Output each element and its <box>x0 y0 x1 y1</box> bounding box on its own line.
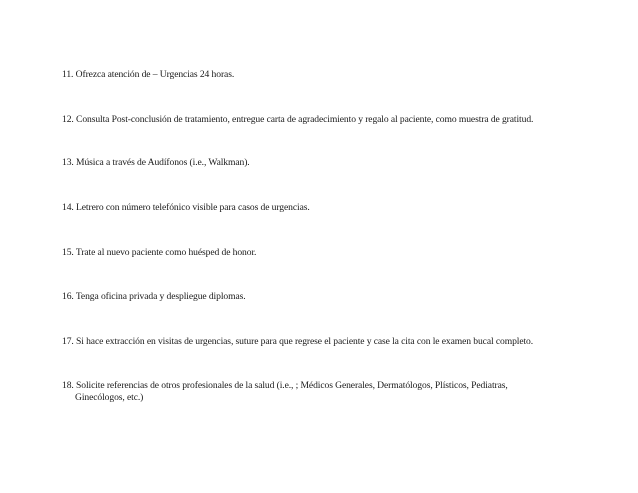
item-number: 14. <box>62 202 74 213</box>
item-number: 18. <box>62 380 74 391</box>
list-item-14 <box>62 202 622 214</box>
item-text: Ofrezca atención de – Urgencias 24 horas. <box>75 69 235 80</box>
item-number: 13. <box>62 157 74 168</box>
list-item-15 <box>62 247 622 259</box>
list-item-12 <box>62 114 622 126</box>
item-number: 17. <box>62 336 74 347</box>
item-number: 12. <box>62 114 74 125</box>
item-number: 16. <box>62 291 74 302</box>
item-text-continuation: Ginecólogos, etc.) <box>75 392 144 403</box>
item-text: Música a través de Audífonos (i.e., Walkman). <box>76 157 250 168</box>
list-item-13 <box>62 157 622 169</box>
item-text: Consulta Post-conclusión de tratamiento, entregue carta de agradecimiento y regalo al paciente, como muestra de gratitud. <box>76 114 534 125</box>
item-text: Letrero con número telefónico visible para casos de urgencias. <box>76 202 310 213</box>
item-text: Solicite referencias de otros profesionales de la salud (i.e., ; Médicos Generales, Dermatólogos, Plísticos, Pediatras, <box>76 380 508 391</box>
list-item-11 <box>62 69 622 81</box>
list-item-17 <box>62 336 622 348</box>
item-text: Si hace extracción en visitas de urgencias, suture para que regrese el paciente y case la cita con le examen bucal completo. <box>76 336 534 347</box>
item-text: Tenga oficina privada y despliegue diplomas. <box>75 291 246 302</box>
item-number: 11. <box>62 69 74 80</box>
item-text: Trate al nuevo paciente como huésped de honor. <box>75 247 257 258</box>
item-number: 15. <box>62 247 74 258</box>
list-item-18 <box>62 380 622 404</box>
list-item-16 <box>62 291 622 303</box>
